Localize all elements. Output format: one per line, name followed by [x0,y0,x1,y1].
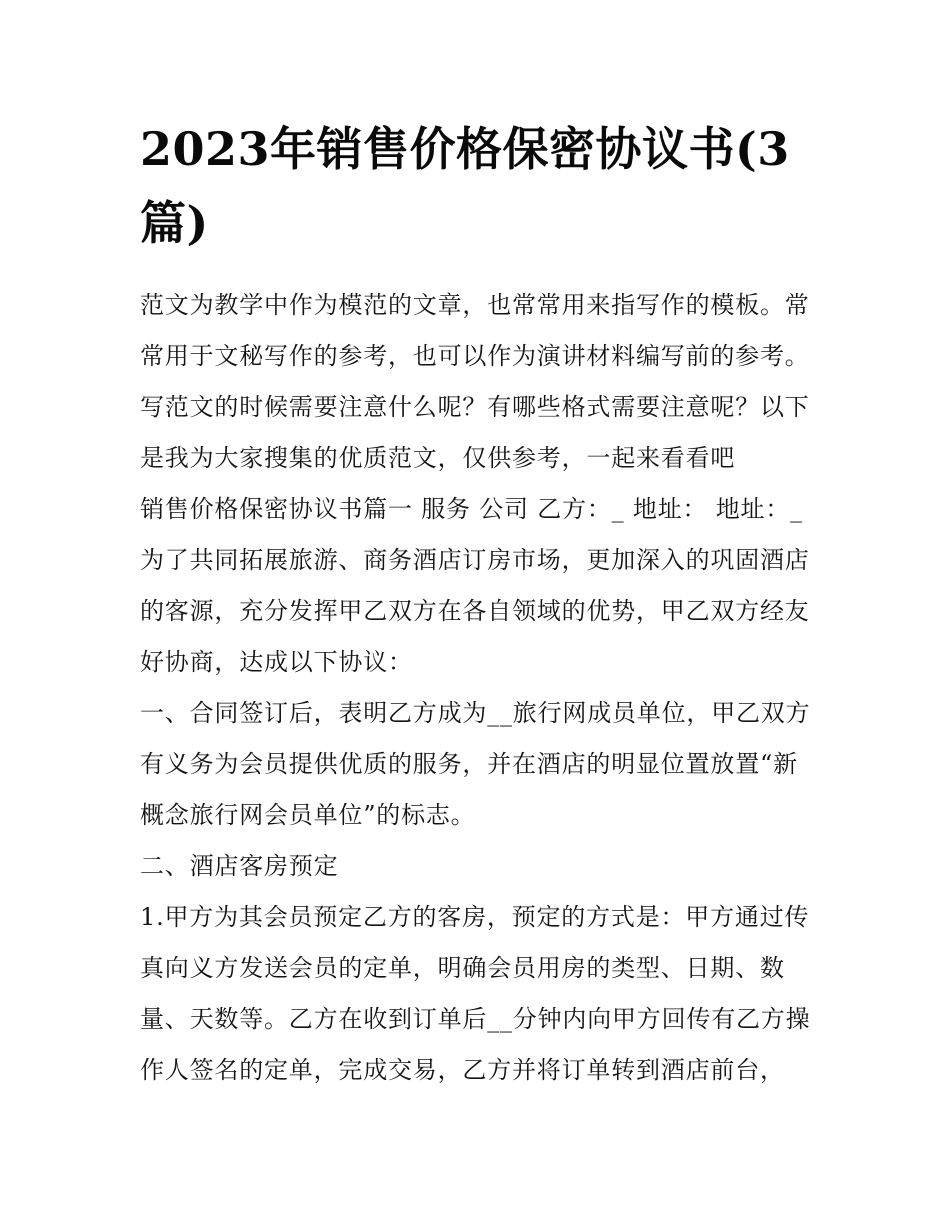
clause-one-paragraph: 一、合同签订后，表明乙方成为__旅行网成员单位，甲乙双方有义务为会员提供优质的服务，并在酒店的明显位置放置“新概念旅行网会员单位”的标志。 [140,699,811,829]
agreement-preamble-paragraph: 销售价格保密协议书篇一 服务 公司 乙方：_ 地址： 地址：_ 为了共同拓展旅游、商务酒店订房市场，更加深入的巩固酒店的客源，充分发挥甲乙双方在各自领域的优势，甲乙双方经友好协商，达成以下协议： [140,495,810,676]
clause-booking-paragraph: 1.甲方为其会员预定乙方的客房，预定的方式是：甲方通过传真向义方发送会员的定单，明确会员用房的类型、日期、数量、天数等。乙方在收到订单后__分钟内向甲方回传有乙方操作人签名的定单，完成交易，乙方并将订单转到酒店前台， [140,903,811,1084]
section-heading-room-booking: 二、酒店客房预定 [140,852,339,880]
document-title: 2023年销售价格保密协议书(3篇) [140,122,790,250]
document-body [140,280,820,1096]
intro-paragraph: 范文为教学中作为模范的文章，也常常用来指写作的模板。常常用于文秘写作的参考，也可以作为演讲材料编写前的参考。写范文的时候需要注意什么呢？有哪些格式需要注意呢？以下是我为大家搜集的优质范文，仅供参考，一起来看看吧 [140,291,810,472]
